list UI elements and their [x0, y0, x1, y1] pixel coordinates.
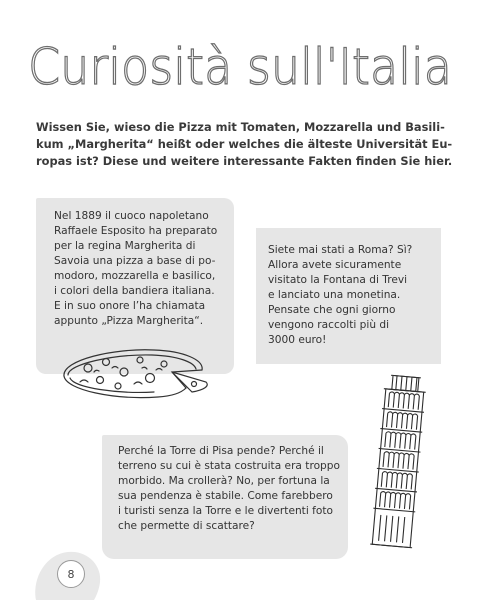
- pizza-fact-line: E in suo onore l’ha chiamata: [54, 300, 206, 312]
- page-title: [26, 22, 456, 112]
- roma-fact-line: 3000 euro!: [268, 334, 327, 346]
- pisa-fact-line: i turisti senza la Torre e le divertenti foto: [118, 505, 333, 517]
- intro-line: ropas ist? Diese und weitere interessante Fakten finden Sie hier.: [36, 154, 453, 168]
- pisa-fact-box: [102, 435, 348, 559]
- pizza-illustration: [54, 342, 216, 404]
- roma-fact-line: Allora avete sicuramente: [268, 259, 402, 271]
- pisa-fact-line: terreno su cui è stata costruita era troppo: [118, 460, 340, 472]
- pizza-fact-line: Nel 1889 il cuoco napoletano: [54, 210, 209, 222]
- pisa-fact-line: Perché la Torre di Pisa pende? Perché il: [118, 445, 324, 457]
- roma-fact-line: Pensate che ogni giorno: [268, 304, 396, 316]
- intro-line: kum „Margherita“ heißt oder welches die älteste Universität Eu-: [36, 137, 453, 151]
- page-title-text: Curiosità sull'Italia: [28, 38, 452, 96]
- pizza-fact-line: per la regina Margherita di: [54, 240, 196, 252]
- pisa-fact-line: sua pendenza è stabile. Come farebbero: [118, 490, 333, 502]
- pizza-fact-line: modoro, mozzarella e basilico,: [54, 270, 216, 282]
- leaning-tower-illustration: [356, 370, 428, 552]
- roma-fact-box: [256, 228, 441, 364]
- roma-fact-line: Siete mai stati a Roma? Sì?: [268, 244, 413, 256]
- pisa-fact-line: che permette di scattare?: [118, 520, 255, 532]
- intro-paragraph: [36, 119, 453, 170]
- roma-fact-line: visitato la Fontana di Trevi: [268, 274, 408, 286]
- roma-fact-line: e lanciato una monetina.: [268, 289, 401, 301]
- roma-fact-line: vengono raccolti più di: [268, 319, 390, 331]
- pizza-fact-line: appunto „Pizza Margherita“.: [54, 315, 204, 327]
- page-number: 8: [57, 560, 85, 588]
- pisa-fact-line: morbido. Ma crollerà? No, per fortuna la: [118, 475, 330, 487]
- intro-line: Wissen Sie, wieso die Pizza mit Tomaten, Mozzarella und Basili-: [36, 120, 445, 134]
- pizza-fact-line: Raffaele Esposito ha preparato: [54, 225, 218, 237]
- pizza-fact-line: i colori della bandiera italiana.: [54, 285, 215, 297]
- pizza-fact-line: Savoia una pizza a base di po-: [54, 255, 216, 267]
